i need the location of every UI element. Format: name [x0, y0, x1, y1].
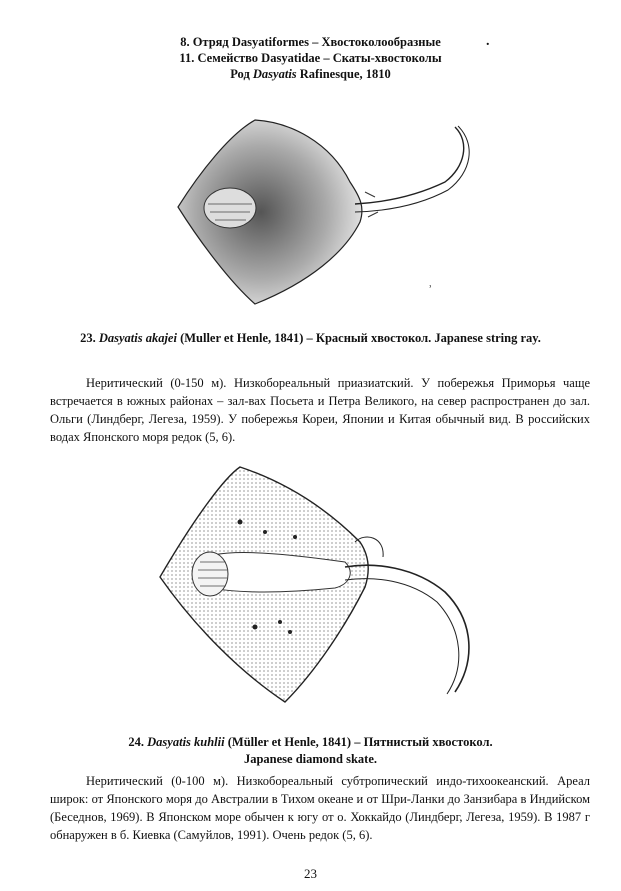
genus-name: Dasyatis	[252, 67, 297, 81]
family-heading: 11. Семейство Dasyatidae – Скаты-хвостоколы	[179, 51, 442, 65]
species-23-number: 23.	[80, 331, 99, 345]
genus-prefix: Род	[230, 67, 253, 81]
species-24-names: (Müller et Henle, 1841) – Пятнистый хвостокол.	[224, 735, 493, 749]
species-23-latin-name: Dasyatis akajei	[98, 331, 177, 345]
genus-author: Rafinesque, 1810	[296, 67, 391, 81]
genus-heading	[0, 66, 621, 82]
species-23-caption	[0, 330, 621, 347]
page-number: 23	[304, 866, 317, 881]
dasyatis-kuhlii-illustration	[155, 462, 495, 712]
stray-mark: ʾ	[428, 284, 433, 299]
species-24-latin-name: Dasyatis kuhlii	[147, 735, 225, 749]
species-24-number: 24.	[128, 735, 148, 749]
stray-dot: .	[486, 34, 490, 49]
order-heading: 8. Отряд Dasyatiformes – Хвостоколообразные	[180, 35, 441, 49]
dasyatis-akajei-illustration	[160, 112, 490, 312]
species-23-description: Неритический (0-150 м). Низкобореальный приазиатский. У побережья Приморья чаще встречается в южных районах – зал-вах Посьета и Петра Великого, на север распространен до зал. Ольги (Линдберг, Легеза, 1959). У побережья Кореи, Японии и Китая обычный вид. В российских водах Японского моря редок (5, 6).	[50, 376, 590, 444]
species-23-names: (Muller et Henle, 1841) – Красный хвостокол. Japanese string ray.	[176, 331, 541, 345]
species-24-english-name: Japanese diamond skate.	[243, 752, 377, 766]
species-24-description: Неритический (0-100 м). Низкобореальный субтропический индо-тихоокеанский. Ареал широк: от Японского моря до Австралии в Тихом океане и от Шри-Ланки до Занзибара в Индийском (Беседнов, 1969). В Японском море обычен к югу от о. Хоккайдо (Линдберг, Легеза, 1959). В 1987 г обнаружен в б. Киевка (Самуйлов, 1991). Очень редок (5, 6).	[50, 774, 590, 842]
species-24-caption	[0, 734, 621, 768]
